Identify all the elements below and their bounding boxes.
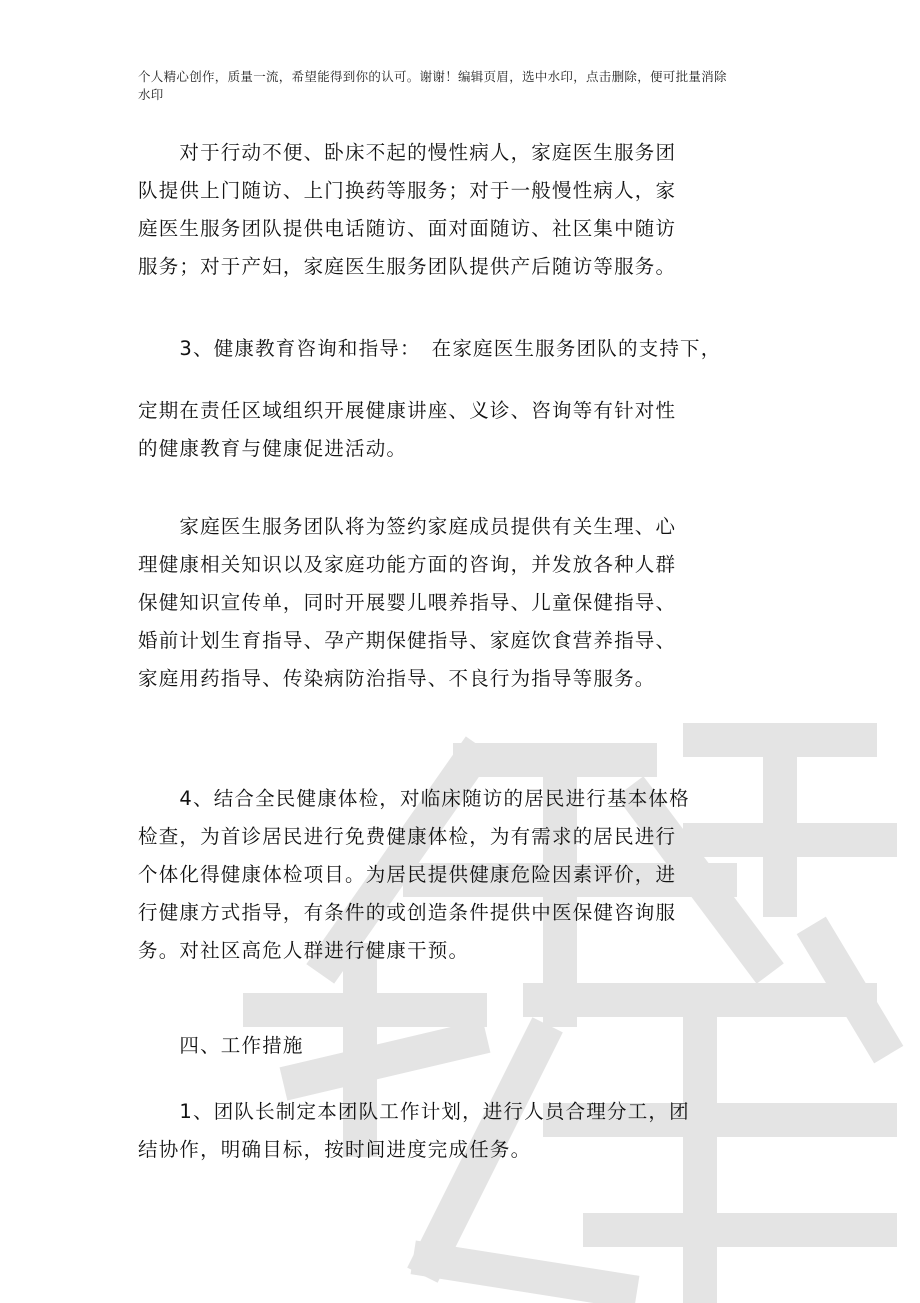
text-line: 4、结合全民健康体检，对临床随访的居民进行基本体格 [138,787,690,810]
header-watermark-note [138,68,758,104]
text-line: 保健知识宣传单，同时开展婴儿喂养指导、儿童保健指导、 [138,591,677,614]
text-line: 务。对社区高危人群进行健康干预。 [138,939,470,962]
section-heading-work-measures [138,1027,778,1065]
text-line: 定期在责任区域组织开展健康讲座、义诊、咨询等有针对性 [138,399,677,422]
header-note-line-2: 水印 [138,87,164,102]
paragraph-health-education-heading [138,330,778,368]
text-line: 的健康教育与健康促进活动。 [138,437,408,460]
text-line: 庭医生服务团队提供电话随访、面对面随访、社区集中随访 [138,217,677,240]
text-line: 3、健康教育咨询和指导： 在家庭医生服务团队的支持下， [138,337,722,360]
text-line: 对于行动不便、卧床不起的慢性病人，家庭医生服务团 [138,141,677,164]
header-note-line-1: 个人精心创作，质量一流，希望能得到你的认可。谢谢！编辑页眉，选中水印，点击删除，便可批量消除 [138,69,727,84]
paragraph-health-checkup [138,780,778,970]
text-line: 四、工作措施 [138,1034,304,1057]
text-line: 1、团队长制定本团队工作计划，进行人员合理分工，团 [138,1100,690,1123]
text-line: 婚前计划生育指导、孕产期保健指导、家庭饮食营养指导、 [138,629,677,652]
paragraph-family-consultation [138,508,778,698]
text-line: 家庭医生服务团队将为签约家庭成员提供有关生理、心 [138,515,677,538]
text-line: 个体化得健康体检项目。为居民提供健康危险因素评价，进 [138,863,677,886]
paragraph-follow-up-services [138,134,778,286]
text-line: 队提供上门随访、上门换药等服务；对于一般慢性病人，家 [138,179,677,202]
text-line: 结协作，明确目标，按时间进度完成任务。 [138,1138,532,1161]
paragraph-team-leader-plan [138,1093,778,1169]
paragraph-health-education [138,392,778,468]
text-line: 检查，为首诊居民进行免费健康体检，为有需求的居民进行 [138,825,677,848]
text-line: 理健康相关知识以及家庭功能方面的咨询，并发放各种人群 [138,553,677,576]
text-line: 服务；对于产妇，家庭医生服务团队提供产后随访等服务。 [138,255,677,278]
text-line: 行健康方式指导，有条件的或创造条件提供中医保健咨询服 [138,901,677,924]
text-line: 家庭用药指导、传染病防治指导、不良行为指导等服务。 [138,667,656,690]
